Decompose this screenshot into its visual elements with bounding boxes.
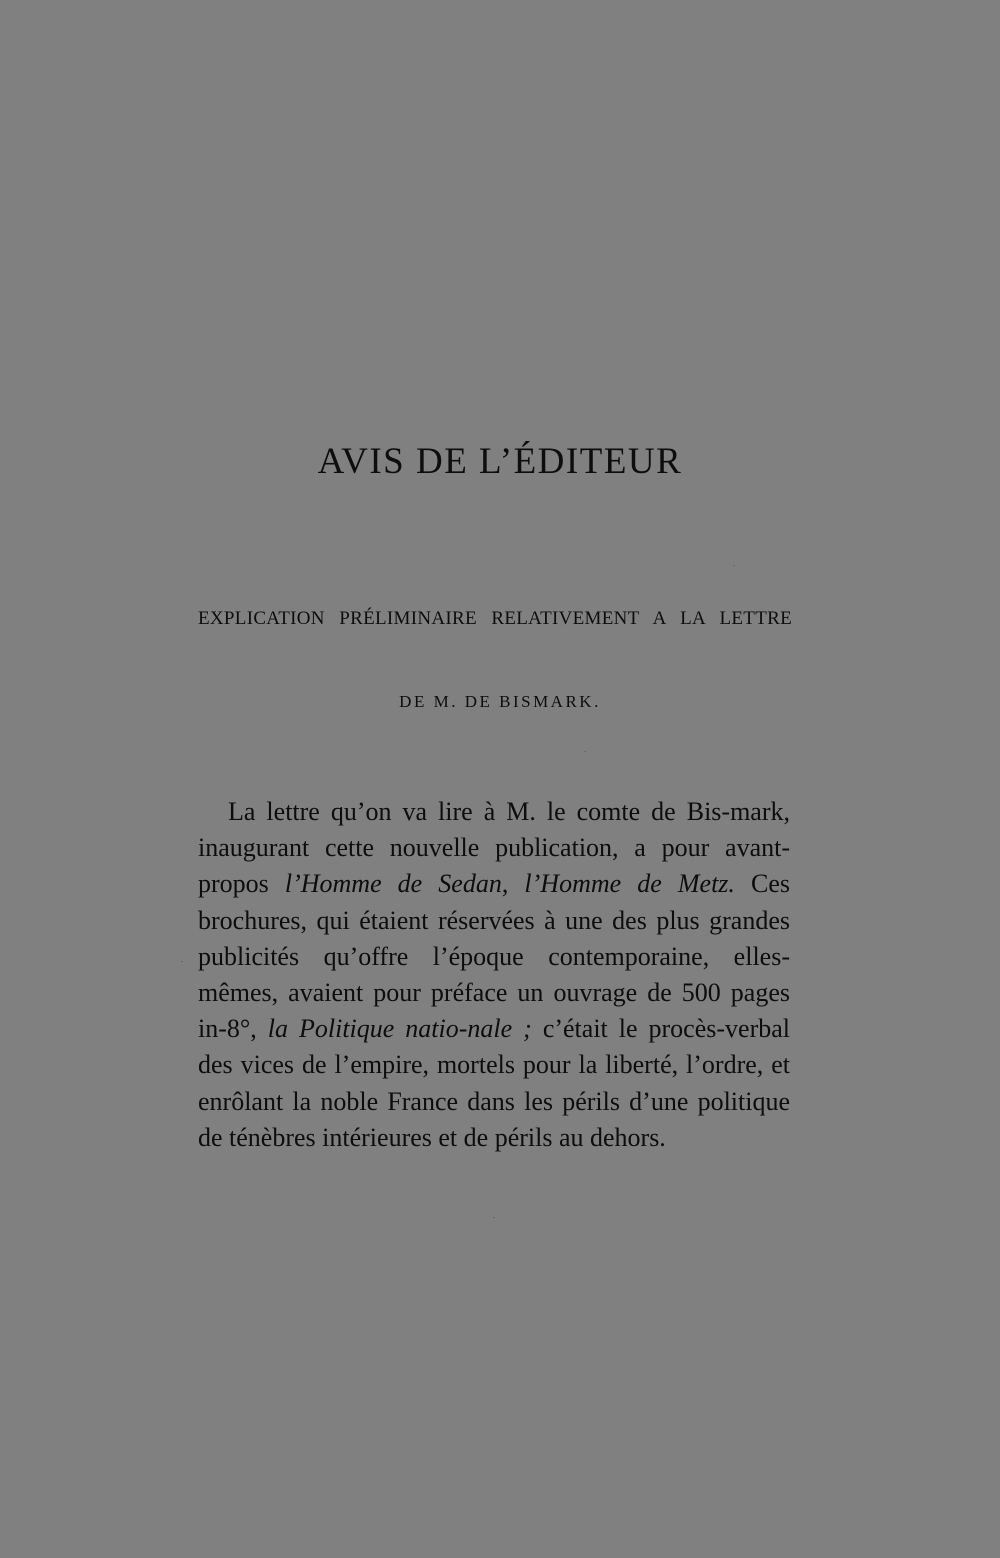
paper-speck <box>584 751 586 752</box>
paper-speck <box>181 961 183 962</box>
paragraph-text: , <box>501 869 525 899</box>
paragraph-text: La lettre qu’on va lire à M. le comte de Bis-mark, inaugurant cette nouvelle publication, a pour avant-propos <box>198 797 790 899</box>
paper-speck <box>493 1217 495 1218</box>
section-subtitle-continued: DE M. DE BISMARK. <box>399 692 601 711</box>
paper-speck <box>733 565 735 566</box>
body-paragraph <box>198 794 790 1156</box>
italic-title-politique: la Politique natio-nale ; <box>267 1014 532 1044</box>
italic-title-metz: l’Homme de Metz. <box>524 869 735 899</box>
italic-title-sedan: l’Homme de Sedan <box>284 869 502 899</box>
paragraph-text: c’était le procès-verbal des vices de l’empire, mortels pour la liberté, l’ordre, et enrôlant la noble France dans les périls d’une politique de ténèbres intérieures et de périls au dehors. <box>198 1014 790 1152</box>
paragraph-text: Ces brochures, qui étaient réservées à une des plus grandes publicités qu’offre l’époque contemporaine, elles-mêmes, avaient pour préface un ouvrage de 500 pages in-8°, <box>198 869 790 1044</box>
section-subtitle: EXPLICATION PRÉLIMINAIRE RELATIVEMENT A LA LETTRE <box>198 608 792 629</box>
page-title: AVIS DE L’ÉDITEUR <box>317 441 683 482</box>
